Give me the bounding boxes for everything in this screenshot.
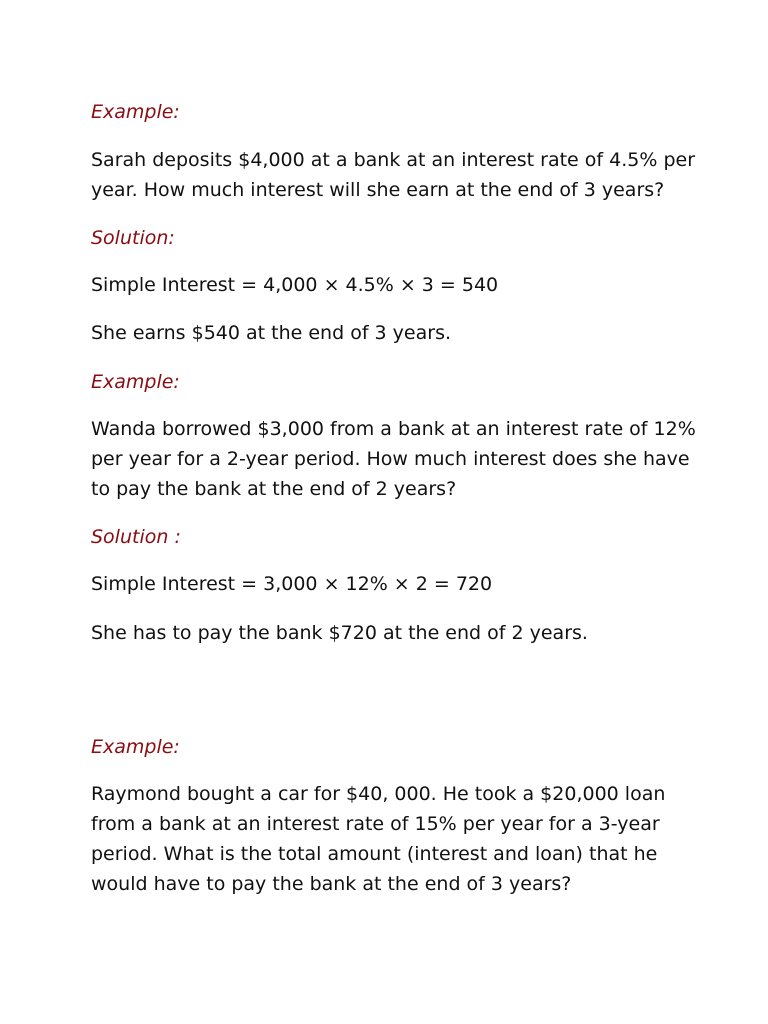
solution-2-heading: Solution :	[91, 526, 181, 548]
text-line: from a bank at an interest rate of 15% per year for a 3-year	[91, 813, 660, 835]
example-2-question	[91, 414, 696, 504]
solution-1-equation	[91, 270, 691, 300]
text-line: per year for a 2-year period. How much interest does she have	[91, 448, 690, 470]
text-line: period. What is the total amount (interest and loan) that he	[91, 843, 658, 865]
solution-2-answer	[91, 618, 691, 648]
example-1-question	[91, 145, 696, 205]
text-line: Wanda borrowed $3,000 from a bank at an interest rate of 12%	[91, 418, 696, 440]
text-line: Sarah deposits $4,000 at a bank at an interest rate of 4.5% per	[91, 149, 696, 171]
text-line: would have to pay the bank at the end of 3 years?	[91, 873, 572, 895]
example-3-heading: Example:	[91, 736, 180, 758]
solution-2-equation	[91, 569, 691, 599]
solution-1-answer	[91, 318, 691, 348]
example-3-question	[91, 779, 691, 899]
example-1-heading: Example:	[91, 101, 180, 123]
text-line: Simple Interest = 3,000 × 12% × 2 = 720	[91, 573, 493, 595]
example-2-heading: Example:	[91, 371, 180, 393]
solution-1-heading: Solution:	[91, 227, 175, 249]
text-line: to pay the bank at the end of 2 years?	[91, 478, 457, 500]
text-line: Simple Interest = 4,000 × 4.5% × 3 = 540	[91, 274, 499, 296]
text-line: Raymond bought a car for $40, 000. He took a $20,000 loan	[91, 783, 666, 805]
text-line: She has to pay the bank $720 at the end of 2 years.	[91, 622, 588, 644]
text-line: She earns $540 at the end of 3 years.	[91, 322, 452, 344]
text-line: year. How much interest will she earn at the end of 3 years?	[91, 179, 665, 201]
